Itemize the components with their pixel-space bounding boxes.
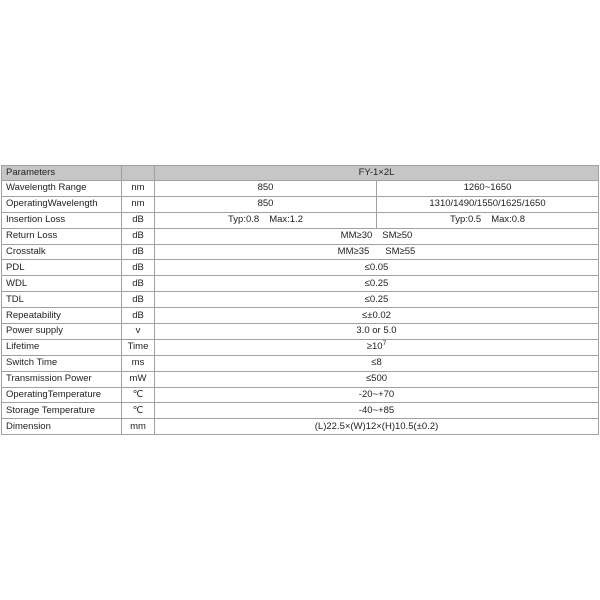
value-sm: 1260~1650: [377, 181, 599, 197]
unit-label: dB: [122, 276, 155, 292]
unit-label: v: [122, 324, 155, 340]
mm-value: MM≥35: [337, 246, 370, 257]
value-merged: -20~+70: [155, 387, 599, 403]
value-sm: [377, 212, 599, 228]
value-merged: [155, 244, 599, 260]
table-row: [2, 324, 599, 340]
value-merged: ≤±0.02: [155, 308, 599, 324]
param-label: Dimension: [2, 419, 122, 435]
param-label: Wavelength Range: [2, 181, 122, 197]
unit-label: ms: [122, 355, 155, 371]
value-merged: 3.0 or 5.0: [155, 324, 599, 340]
value-merged: ≤0.05: [155, 260, 599, 276]
sm-value: SM≥55: [385, 246, 416, 257]
table-row: [2, 371, 599, 387]
param-label: OperatingTemperature: [2, 387, 122, 403]
value-merged: (L)22.5×(W)12×(H)10.5(±0.2): [155, 419, 599, 435]
table-row: [2, 419, 599, 435]
unit-label: nm: [122, 181, 155, 197]
lifetime-exponent: 7: [382, 340, 387, 348]
mm-value: MM≥30: [340, 230, 373, 242]
param-label: WDL: [2, 276, 122, 292]
unit-label: nm: [122, 196, 155, 212]
sm-value: SM≥50: [382, 230, 413, 242]
param-label: Storage Temperature: [2, 403, 122, 419]
param-label: Lifetime: [2, 339, 122, 355]
table-row: [2, 339, 599, 355]
param-label: PDL: [2, 260, 122, 276]
value-merged: [155, 228, 599, 244]
table-row: [2, 244, 599, 260]
table-row: [2, 403, 599, 419]
unit-label: dB: [122, 244, 155, 260]
value-mm: 850: [155, 196, 377, 212]
unit-label: Time: [122, 339, 155, 355]
param-label: Crosstalk: [2, 244, 122, 260]
table-row: [2, 292, 599, 308]
lifetime-value: ≥10: [366, 341, 383, 353]
unit-label: mW: [122, 371, 155, 387]
unit-label: dB: [122, 260, 155, 276]
value-merged: [155, 339, 599, 355]
typ-value: Typ:0.8: [228, 214, 260, 226]
value-mm: 850: [155, 181, 377, 197]
table-row: [2, 260, 599, 276]
table-row: [2, 308, 599, 324]
value-merged: -40~+85: [155, 403, 599, 419]
table-row: [2, 181, 599, 197]
value-mm: [155, 212, 377, 228]
max-value: Max:1.2: [269, 214, 303, 226]
table-header-row: [2, 166, 599, 181]
unit-label: ℃: [122, 387, 155, 403]
unit-label: dB: [122, 292, 155, 308]
value-merged: ≤500: [155, 371, 599, 387]
table-row: [2, 196, 599, 212]
typ-value: Typ:0.5: [450, 214, 482, 226]
unit-label: dB: [122, 308, 155, 324]
unit-label: dB: [122, 212, 155, 228]
value-merged: ≤8: [155, 355, 599, 371]
table-row: [2, 212, 599, 228]
header-model: FY-1×2L: [155, 166, 599, 181]
param-label: Transmission Power: [2, 371, 122, 387]
spec-table: [1, 165, 599, 435]
unit-label: dB: [122, 228, 155, 244]
param-label: OperatingWavelength: [2, 196, 122, 212]
param-label: Return Loss: [2, 228, 122, 244]
param-label: Power supply: [2, 324, 122, 340]
param-label: Switch Time: [2, 355, 122, 371]
unit-label: mm: [122, 419, 155, 435]
unit-label: ℃: [122, 403, 155, 419]
header-unit: [122, 166, 155, 181]
table-row: [2, 228, 599, 244]
max-value: Max:0.8: [491, 214, 525, 226]
value-merged: ≤0.25: [155, 292, 599, 308]
table-row: [2, 276, 599, 292]
value-merged: ≤0.25: [155, 276, 599, 292]
header-parameters: Parameters: [2, 166, 122, 181]
param-label: Repeatability: [2, 308, 122, 324]
param-label: Insertion Loss: [2, 212, 122, 228]
value-sm: 1310/1490/1550/1625/1650: [377, 196, 599, 212]
table-row: [2, 387, 599, 403]
param-label: TDL: [2, 292, 122, 308]
table-row: [2, 355, 599, 371]
